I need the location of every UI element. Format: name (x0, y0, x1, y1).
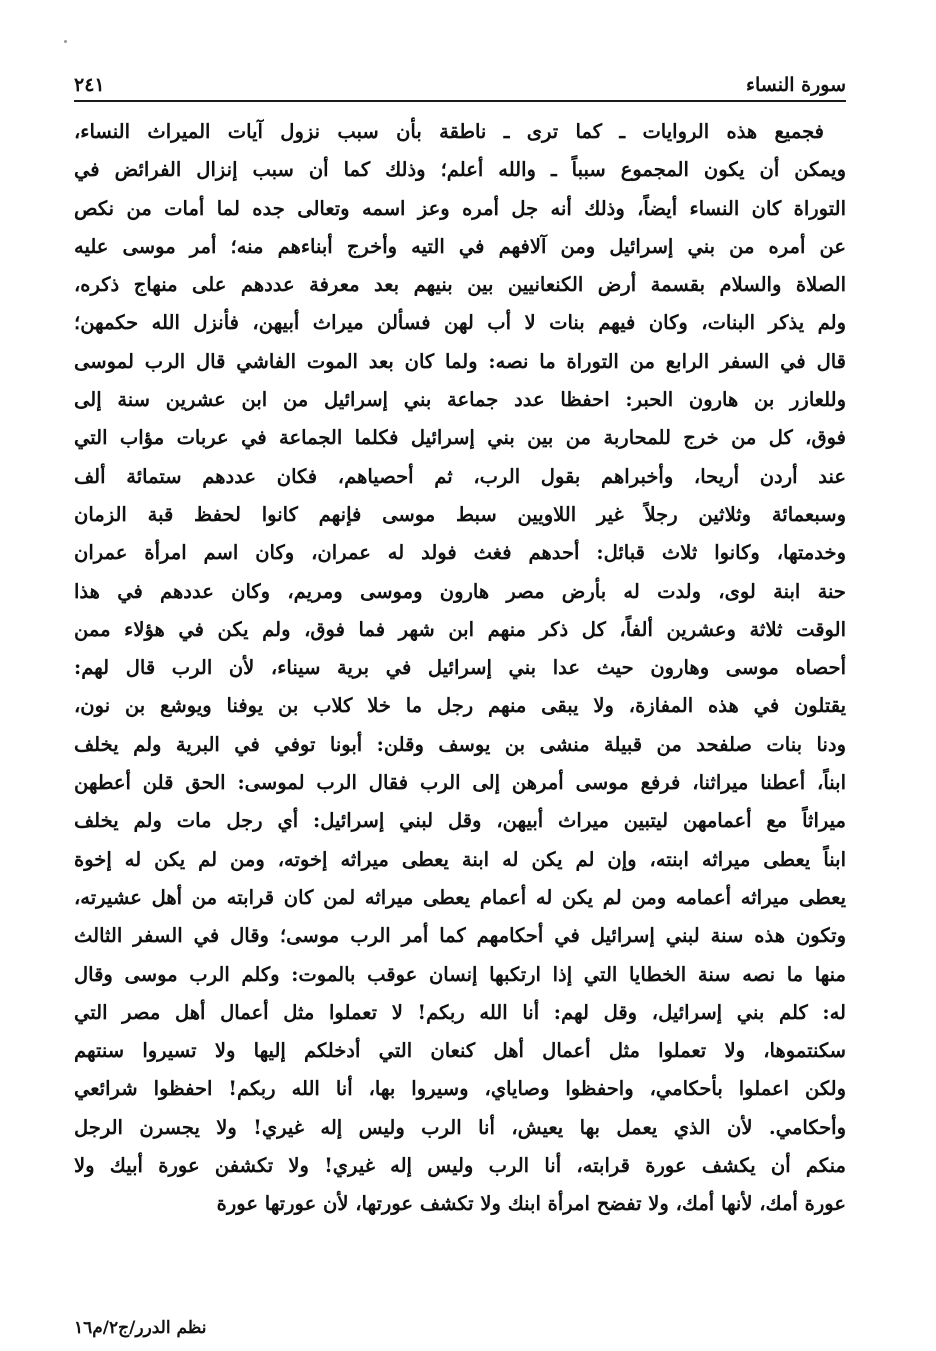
text-line: وخدمتها، وكانوا ثلاث قبائل: أحدهم فغث فولد له عمران، وكان اسم امرأة عمران (74, 541, 846, 565)
text-line: له: كلم بني إسرائيل، وقل لهم: أنا الله ربكم! لا تعملوا مثل أعمال أهل مصر التي (74, 1000, 846, 1024)
text-line: عورة أمك، لأنها أمك، ولا تفضح امرأة ابنك ولا تكشف عورتها، لأن عورتها عورة (216, 1192, 846, 1216)
text-line: ودنا بنات صلفحد من قبيلة منشى بن يوسف وقلن: أبونا توفي في البرية ولم يخلف (74, 732, 846, 756)
text-line: ويمكن أن يكون المجموع سبباً ـ والله أعلم؛ وذلك كما أن سبب إنزال الفرائض في (74, 158, 846, 182)
text-line: يقتلون في هذه المفازة، ولا يبقى منهم رجل ما خلا كلاب بن يوفنا ويوشع بن نون، (74, 694, 846, 718)
text-line: ميراثاً مع أعمامهن ليتبين ميراث أبيهن، وقل لبني إسرائيل: أي رجل مات ولم يخلف (74, 809, 846, 833)
page-number: ٢٤١ (74, 74, 105, 96)
text-line: ولم يذكر البنات، وكان فيهم بنات لا أب لهن فسألن ميراث أبيهن، فأنزل الله حكمهن؛ (74, 311, 846, 335)
text-line: ولكن اعملوا بأحكامي، واحفظوا وصاياي، وسيروا بها، أنا الله ربكم! احفظوا شرائعي (74, 1077, 846, 1101)
text-line: منها ما نصه سنة الخطايا التي إذا ارتكبها إنسان عوقب بالموت: وكلم الرب موسى وقال (74, 962, 846, 986)
text-line: أحصاه موسى وهارون حيث عدا بني إسرائيل في برية سيناء، لأن الرب قال لهم: (74, 656, 846, 680)
header-rule (74, 100, 846, 102)
page-header (74, 64, 846, 96)
text-line: ابناً يعطى ميراثه ابنته، وإن لم يكن له ابنة يعطى ميراثه إخوته، ومن لم يكن له إخوة (74, 847, 846, 871)
text-line: وتكون هذه سنة لبني إسرائيل في أحكامهم كما أمر الرب موسى؛ وقال في السفر الثالث (74, 924, 846, 948)
text-line: حنة ابنة لوى، ولدت له بأرض مصر هارون وموسى ومريم، وكان عددهم في هذا (74, 579, 846, 603)
text-line: التوراة كان النساء أيضاً، وذلك أنه جل أمره وعز اسمه وتعالى جده لما أمات من نكص (74, 196, 846, 220)
print-signature: نظم الدرر/ج٢/م١٦ (74, 1318, 207, 1338)
text-line: ابناً، أعطنا ميراثنا، فرفع موسى أمرهن إلى الرب فقال الرب لموسى: الحق قلن أعطهن (74, 771, 846, 795)
text-line: الوقت ثلاثة وعشرين ألفاً، كل ذكر منهم ابن شهر فما فوق، ولم يكن في هؤلاء ممن (74, 617, 846, 641)
text-line: عند أردن أريحا، وأخبراهم بقول الرب، ثم أحصياهم، فكان عددهم ستمائة ألف (74, 464, 846, 488)
text-line: يعطى ميراثه أعمامه ومن لم يكن له أعمام يعطى ميراثه لمن كان قرابته من أهل عشيرته، (74, 885, 846, 909)
text-line: فجميع هذه الروايات ـ كما ترى ـ ناطقة بأن سبب نزول آيات الميراث النساء، (74, 120, 824, 143)
text-line: الصلاة والسلام بقسمة أرض الكنعانيين بين بنيهم بعد معرفة عددهم على منهاج ذكره، (74, 273, 846, 297)
text-line: وأحكامي. لأن الذي يعمل بها يعيش، أنا الرب وليس إله غيري! ولا يجسرن الرجل (74, 1115, 846, 1139)
text-line: منكم أن يكشف عورة قرابته، أنا الرب وليس إله غيري! ولا تكشفن عورة أبيك ولا (74, 1154, 846, 1178)
scan-speck (64, 40, 67, 43)
text-line: قال في السفر الرابع من التوراة ما نصه: ولما كان بعد الموت الفاشي قال الرب لموسى (74, 349, 846, 373)
text-line: وللعازر بن هارون الحبر: احفظا عدد جماعة بني إسرائيل من ابن عشرين سنة إلى (74, 388, 846, 412)
body-text (74, 113, 846, 1224)
text-line: وسبعمائة وثلاثين رجلاً غير اللاويين سبط موسى فإنهم كانوا لحفظ قبة الزمان (74, 502, 846, 526)
text-line: سكنتموها، ولا تعملوا مثل أعمال أهل كنعان التي أدخلكم إليها ولا تسيروا سنتهم (74, 1039, 846, 1063)
surah-title: سورة النساء (746, 74, 846, 96)
text-line: عن أمره من بني إسرائيل ومن آلافهم في التيه وأخرج أبناءهم منه؛ أمر موسى عليه (74, 234, 846, 258)
text-line: فوق، كل من خرج للمحاربة من بين بني إسرائيل فكلما الجماعة في عربات مؤاب التي (74, 426, 846, 450)
page-footer (74, 1318, 846, 1348)
